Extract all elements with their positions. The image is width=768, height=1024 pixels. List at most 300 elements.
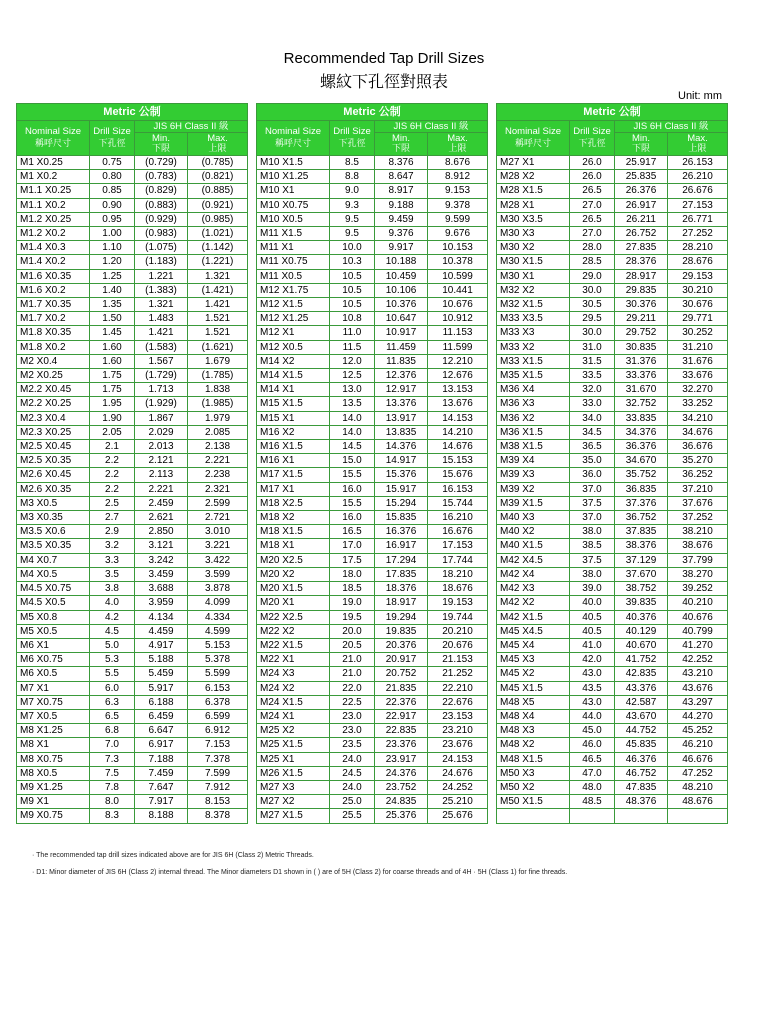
drill-size-cell: 30.0 (570, 326, 615, 340)
drill-size-cell: 34.5 (570, 425, 615, 439)
min-cell: 1.567 (135, 354, 188, 368)
table-row (497, 482, 728, 496)
drill-size-cell: 19.0 (330, 596, 375, 610)
nominal-size-cell: M50 X1.5 (497, 795, 570, 809)
table-band-row (497, 104, 728, 121)
max-cell: 15.744 (428, 496, 488, 510)
max-cell: 29.153 (668, 269, 728, 283)
drill-size-cell: 2.05 (90, 425, 135, 439)
min-cell: (1.583) (135, 340, 188, 354)
nominal-size-cell: M2.6 X0.35 (17, 482, 90, 496)
nominal-size-cell: M1.6 X0.35 (17, 269, 90, 283)
max-cell: 48.676 (668, 795, 728, 809)
table-row (17, 482, 248, 496)
max-cell: 4.099 (188, 596, 248, 610)
max-cell: 34.210 (668, 411, 728, 425)
table-row (257, 425, 488, 439)
max-cell: 46.676 (668, 752, 728, 766)
drill-size-cell: 17.5 (330, 553, 375, 567)
table-row (17, 184, 248, 198)
max-cell: 9.378 (428, 198, 488, 212)
table-row (497, 582, 728, 596)
nominal-size-cell: M15 X1 (257, 411, 330, 425)
max-cell: 37.799 (668, 553, 728, 567)
drill-size-cell: 5.0 (90, 638, 135, 652)
max-cell: 12.210 (428, 354, 488, 368)
nominal-size-cell: M36 X1.5 (497, 425, 570, 439)
min-cell: 18.376 (375, 582, 428, 596)
min-cell: 10.647 (375, 312, 428, 326)
min-cell: 31.670 (615, 383, 668, 397)
min-cell: 13.917 (375, 411, 428, 425)
nominal-size-cell: M2.2 X0.45 (17, 383, 90, 397)
max-cell: 30.252 (668, 326, 728, 340)
nominal-size-cell: M11 X0.75 (257, 255, 330, 269)
max-cell: 9.599 (428, 212, 488, 226)
max-cell: 7.599 (188, 766, 248, 780)
drill-size-cell: 10.3 (330, 255, 375, 269)
min-cell (615, 809, 668, 823)
min-cell: 2.621 (135, 511, 188, 525)
table-row (257, 638, 488, 652)
min-cell: 44.752 (615, 724, 668, 738)
nominal-size-cell: M3 X0.5 (17, 496, 90, 510)
table-header-row (497, 121, 728, 133)
min-cell: 28.376 (615, 255, 668, 269)
nominal-size-cell: M10 X0.75 (257, 198, 330, 212)
min-cell: 37.670 (615, 567, 668, 581)
table-row (257, 227, 488, 241)
nominal-size-cell: M1.4 X0.3 (17, 241, 90, 255)
table-row (257, 539, 488, 553)
min-cell: 11.835 (375, 354, 428, 368)
drill-size-cell: 44.0 (570, 709, 615, 723)
nominal-size-cell: M30 X3.5 (497, 212, 570, 226)
drill-size-cell: 20.0 (330, 624, 375, 638)
nominal-size-cell: M20 X1.5 (257, 582, 330, 596)
table-row (257, 212, 488, 226)
table-row (257, 255, 488, 269)
min-cell: 7.459 (135, 766, 188, 780)
min-cell: 1.421 (135, 326, 188, 340)
table-row (257, 496, 488, 510)
drill-size-cell: 24.0 (330, 752, 375, 766)
table-band-row (17, 104, 248, 121)
min-cell: 43.670 (615, 709, 668, 723)
min-cell: 29.835 (615, 283, 668, 297)
max-cell: 7.378 (188, 752, 248, 766)
nominal-size-cell: M42 X2 (497, 596, 570, 610)
max-cell: 40.799 (668, 624, 728, 638)
drill-size-cell: 1.95 (90, 397, 135, 411)
drill-size-cell: 13.5 (330, 397, 375, 411)
table-row (497, 752, 728, 766)
header-min-label: Min. (152, 133, 170, 144)
table-row (17, 553, 248, 567)
min-cell: (0.729) (135, 156, 188, 170)
max-cell: 39.252 (668, 582, 728, 596)
min-cell: 27.835 (615, 241, 668, 255)
min-cell: 10.459 (375, 269, 428, 283)
drill-size-cell: 10.8 (330, 312, 375, 326)
max-cell: 17.744 (428, 553, 488, 567)
min-cell: 2.850 (135, 525, 188, 539)
nominal-size-cell: M2 X0.25 (17, 369, 90, 383)
nominal-size-cell: M5 X0.5 (17, 624, 90, 638)
min-cell: 29.211 (615, 312, 668, 326)
nominal-size-cell: M20 X1 (257, 596, 330, 610)
max-cell: 10.441 (428, 283, 488, 297)
max-cell: 43.676 (668, 681, 728, 695)
min-cell: 5.188 (135, 653, 188, 667)
table-row (17, 369, 248, 383)
nominal-size-cell: M33 X2 (497, 340, 570, 354)
table-row (17, 425, 248, 439)
max-cell: 1.421 (188, 298, 248, 312)
min-cell: 23.752 (375, 780, 428, 794)
max-cell: 25.676 (428, 809, 488, 823)
table-row (497, 539, 728, 553)
nominal-size-cell: M14 X2 (257, 354, 330, 368)
min-cell: 1.713 (135, 383, 188, 397)
table-row (257, 298, 488, 312)
min-cell: 9.376 (375, 227, 428, 241)
nominal-size-cell: M18 X2.5 (257, 496, 330, 510)
max-cell: 2.721 (188, 511, 248, 525)
nominal-size-cell: M30 X3 (497, 227, 570, 241)
max-cell: 7.912 (188, 780, 248, 794)
nominal-size-cell: M7 X1 (17, 681, 90, 695)
nominal-size-cell: M45 X3 (497, 653, 570, 667)
nominal-size-cell: M45 X4.5 (497, 624, 570, 638)
max-cell: 29.771 (668, 312, 728, 326)
min-cell: 19.294 (375, 610, 428, 624)
min-cell: 26.917 (615, 198, 668, 212)
table-row (17, 468, 248, 482)
max-cell: 6.378 (188, 695, 248, 709)
nominal-size-cell: M39 X1.5 (497, 496, 570, 510)
nominal-size-cell: M32 X2 (497, 283, 570, 297)
max-cell: 6.153 (188, 681, 248, 695)
nominal-size-cell: M26 X1.5 (257, 766, 330, 780)
min-cell: 20.917 (375, 653, 428, 667)
min-cell: 8.376 (375, 156, 428, 170)
table-row (17, 212, 248, 226)
min-cell: 24.835 (375, 795, 428, 809)
max-cell: 1.838 (188, 383, 248, 397)
drill-size-cell: 13.0 (330, 383, 375, 397)
header-nominal-size (17, 121, 90, 156)
nominal-size-cell: M1 X0.25 (17, 156, 90, 170)
min-cell: 46.752 (615, 766, 668, 780)
nominal-size-cell: M27 X1.5 (257, 809, 330, 823)
nominal-size-cell: M48 X5 (497, 695, 570, 709)
nominal-size-cell: M40 X2 (497, 525, 570, 539)
table-row (17, 496, 248, 510)
table-row (17, 198, 248, 212)
drill-size-cell: 32.0 (570, 383, 615, 397)
min-cell: 25.917 (615, 156, 668, 170)
drill-size-cell: 4.2 (90, 610, 135, 624)
max-cell: 26.676 (668, 184, 728, 198)
drill-size-cell: 9.5 (330, 212, 375, 226)
table-row (257, 312, 488, 326)
nominal-size-cell: M8 X0.5 (17, 766, 90, 780)
max-cell: 1.979 (188, 411, 248, 425)
min-cell: 6.647 (135, 724, 188, 738)
drill-size-cell: 21.0 (330, 653, 375, 667)
nominal-size-cell: M14 X1.5 (257, 369, 330, 383)
nominal-size-cell: M42 X4.5 (497, 553, 570, 567)
max-cell: 22.210 (428, 681, 488, 695)
nominal-size-cell: M7 X0.5 (17, 709, 90, 723)
header-jis-class: JIS 6H Class II 級 (135, 121, 248, 133)
max-cell: 5.599 (188, 667, 248, 681)
min-cell: 9.188 (375, 198, 428, 212)
drill-size-cell: 37.5 (570, 553, 615, 567)
nominal-size-cell: M1.1 X0.25 (17, 184, 90, 198)
min-cell: 22.376 (375, 695, 428, 709)
max-cell: 40.210 (668, 596, 728, 610)
nominal-size-cell: M1.2 X0.25 (17, 212, 90, 226)
table-row (17, 397, 248, 411)
min-cell: 1.321 (135, 298, 188, 312)
min-cell: 3.688 (135, 582, 188, 596)
table-row (257, 468, 488, 482)
min-cell: 23.376 (375, 738, 428, 752)
max-cell: 30.676 (668, 298, 728, 312)
footnote-2: · D1: Minor diameter of JIS 6H (Class 2) internal thread. The Minor diameters D1 shown in ( ) are of 5H (Class 2) for coarse threads and of 4H · 5H (Class 1) for fine threads. (32, 869, 568, 876)
table-row (497, 440, 728, 454)
min-cell: 6.188 (135, 695, 188, 709)
min-cell: (0.783) (135, 170, 188, 184)
min-cell: 47.835 (615, 780, 668, 794)
drill-size-cell: 11.0 (330, 326, 375, 340)
drill-size-cell: 8.5 (330, 156, 375, 170)
table-row (17, 809, 248, 823)
table-row (497, 326, 728, 340)
table-row (17, 354, 248, 368)
drill-size-cell: 23.5 (330, 738, 375, 752)
max-cell: 17.153 (428, 539, 488, 553)
drill-size-cell: 2.2 (90, 454, 135, 468)
header-drill-size-cjk: 下孔徑 (98, 139, 126, 149)
table-row (257, 326, 488, 340)
table-row (497, 638, 728, 652)
drill-size-cell: 2.5 (90, 496, 135, 510)
min-cell: 12.917 (375, 383, 428, 397)
table-row (497, 468, 728, 482)
min-cell: 4.917 (135, 638, 188, 652)
table-row (257, 482, 488, 496)
min-cell: 40.129 (615, 624, 668, 638)
max-cell: (0.985) (188, 212, 248, 226)
drill-size-cell: 1.40 (90, 283, 135, 297)
table-row (497, 312, 728, 326)
drill-size-cell: 15.5 (330, 496, 375, 510)
footnotes (32, 847, 567, 881)
header-jis-class: JIS 6H Class II 級 (375, 121, 488, 133)
max-cell: 3.878 (188, 582, 248, 596)
table-row (17, 227, 248, 241)
table-row (497, 681, 728, 695)
max-cell: 38.210 (668, 525, 728, 539)
table-row (17, 752, 248, 766)
drill-size-cell: 25.0 (330, 795, 375, 809)
drill-size-cell: 45.0 (570, 724, 615, 738)
header-min-cjk: 下限 (391, 144, 410, 154)
drill-size-cell: 11.5 (330, 340, 375, 354)
min-cell: 8.917 (375, 184, 428, 198)
drill-size-cell: 5.5 (90, 667, 135, 681)
drill-size-cell: 0.95 (90, 212, 135, 226)
nominal-size-cell: M12 X1.25 (257, 312, 330, 326)
drill-size-cell: 12.5 (330, 369, 375, 383)
table-row (17, 312, 248, 326)
drill-size-cell: 3.5 (90, 567, 135, 581)
drill-size-cell: 22.5 (330, 695, 375, 709)
drill-size-cell: 16.0 (330, 511, 375, 525)
header-nominal-size-label: Nominal Size (265, 126, 321, 137)
drill-size-cell: 30.5 (570, 298, 615, 312)
max-cell: 32.270 (668, 383, 728, 397)
table-row (17, 511, 248, 525)
table-row (497, 354, 728, 368)
nominal-size-cell: M3.5 X0.35 (17, 539, 90, 553)
min-cell: 4.459 (135, 624, 188, 638)
table-row (257, 411, 488, 425)
header-drill-size-label: Drill Size (573, 126, 611, 137)
drill-size-cell: 2.7 (90, 511, 135, 525)
min-cell: 33.835 (615, 411, 668, 425)
table-row (257, 170, 488, 184)
drill-size-cell: 18.5 (330, 582, 375, 596)
drill-size-cell: 9.3 (330, 198, 375, 212)
nominal-size-cell: M2.3 X0.25 (17, 425, 90, 439)
min-cell: 39.835 (615, 596, 668, 610)
table-row (257, 681, 488, 695)
nominal-size-cell: M1.8 X0.2 (17, 340, 90, 354)
max-cell: 37.676 (668, 496, 728, 510)
nominal-size-cell: M4.5 X0.75 (17, 582, 90, 596)
max-cell: 4.334 (188, 610, 248, 624)
max-cell: 24.676 (428, 766, 488, 780)
drill-size-cell: 3.2 (90, 539, 135, 553)
nominal-size-cell: M3 X0.35 (17, 511, 90, 525)
min-cell: 5.459 (135, 667, 188, 681)
max-cell: 7.153 (188, 738, 248, 752)
drill-size-cell: 38.5 (570, 539, 615, 553)
max-cell: 9.676 (428, 227, 488, 241)
min-cell: 45.835 (615, 738, 668, 752)
max-cell: 10.912 (428, 312, 488, 326)
drill-size-cell: 31.0 (570, 340, 615, 354)
nominal-size-cell: M2 X0.4 (17, 354, 90, 368)
max-cell: 1.679 (188, 354, 248, 368)
table-row (497, 624, 728, 638)
drill-size-cell: 17.0 (330, 539, 375, 553)
min-cell: 34.670 (615, 454, 668, 468)
min-cell: 13.835 (375, 425, 428, 439)
drill-size-cell: 47.0 (570, 766, 615, 780)
max-cell: 6.599 (188, 709, 248, 723)
drill-size-cell: 40.5 (570, 610, 615, 624)
drill-size-cell: 30.0 (570, 283, 615, 297)
nominal-size-cell: M2.5 X0.45 (17, 440, 90, 454)
nominal-size-cell: M25 X1.5 (257, 738, 330, 752)
min-cell: 33.376 (615, 369, 668, 383)
nominal-size-cell: M50 X3 (497, 766, 570, 780)
header-drill-size (330, 121, 375, 156)
max-cell: 18.210 (428, 567, 488, 581)
drill-size-cell: 7.8 (90, 780, 135, 794)
max-cell: 44.270 (668, 709, 728, 723)
table-header-row (17, 121, 248, 133)
nominal-size-cell: M18 X1.5 (257, 525, 330, 539)
min-cell: 2.113 (135, 468, 188, 482)
nominal-size-cell: M36 X2 (497, 411, 570, 425)
table-row (497, 227, 728, 241)
nominal-size-cell: M6 X0.75 (17, 653, 90, 667)
table-row (257, 440, 488, 454)
max-cell: 10.599 (428, 269, 488, 283)
nominal-size-cell: M6 X1 (17, 638, 90, 652)
max-cell: (1.621) (188, 340, 248, 354)
drill-table-3 (496, 103, 728, 824)
min-cell: (1.729) (135, 369, 188, 383)
min-cell: (1.183) (135, 255, 188, 269)
min-cell: 14.376 (375, 440, 428, 454)
drill-size-cell: 1.50 (90, 312, 135, 326)
table-row (17, 780, 248, 794)
drill-size-cell: 12.0 (330, 354, 375, 368)
table-row (257, 241, 488, 255)
nominal-size-cell: M11 X1 (257, 241, 330, 255)
max-cell: 19.744 (428, 610, 488, 624)
nominal-size-cell: M12 X1.5 (257, 298, 330, 312)
max-cell: 20.210 (428, 624, 488, 638)
table-row (257, 198, 488, 212)
max-cell: 28.210 (668, 241, 728, 255)
table-row (17, 667, 248, 681)
table-row (17, 709, 248, 723)
nominal-size-cell: M18 X2 (257, 511, 330, 525)
table-row (257, 156, 488, 170)
nominal-size-cell: M18 X1 (257, 539, 330, 553)
max-cell: 16.210 (428, 511, 488, 525)
nominal-size-cell: M28 X2 (497, 170, 570, 184)
nominal-size-cell: M10 X0.5 (257, 212, 330, 226)
nominal-size-cell: M30 X2 (497, 241, 570, 255)
table-row (257, 653, 488, 667)
max-cell: 14.153 (428, 411, 488, 425)
drill-size-cell: 1.75 (90, 383, 135, 397)
table-row (257, 695, 488, 709)
max-cell: 16.676 (428, 525, 488, 539)
drill-size-cell: 1.60 (90, 354, 135, 368)
table-row (497, 709, 728, 723)
nominal-size-cell: M27 X1 (497, 156, 570, 170)
table-row (17, 724, 248, 738)
max-cell: 25.210 (428, 795, 488, 809)
min-cell: 41.752 (615, 653, 668, 667)
max-cell: 10.378 (428, 255, 488, 269)
max-cell: (1.421) (188, 283, 248, 297)
nominal-size-cell: M4 X0.7 (17, 553, 90, 567)
header-drill-size-cjk: 下孔徑 (338, 139, 366, 149)
min-cell: 40.670 (615, 638, 668, 652)
table-row (257, 667, 488, 681)
